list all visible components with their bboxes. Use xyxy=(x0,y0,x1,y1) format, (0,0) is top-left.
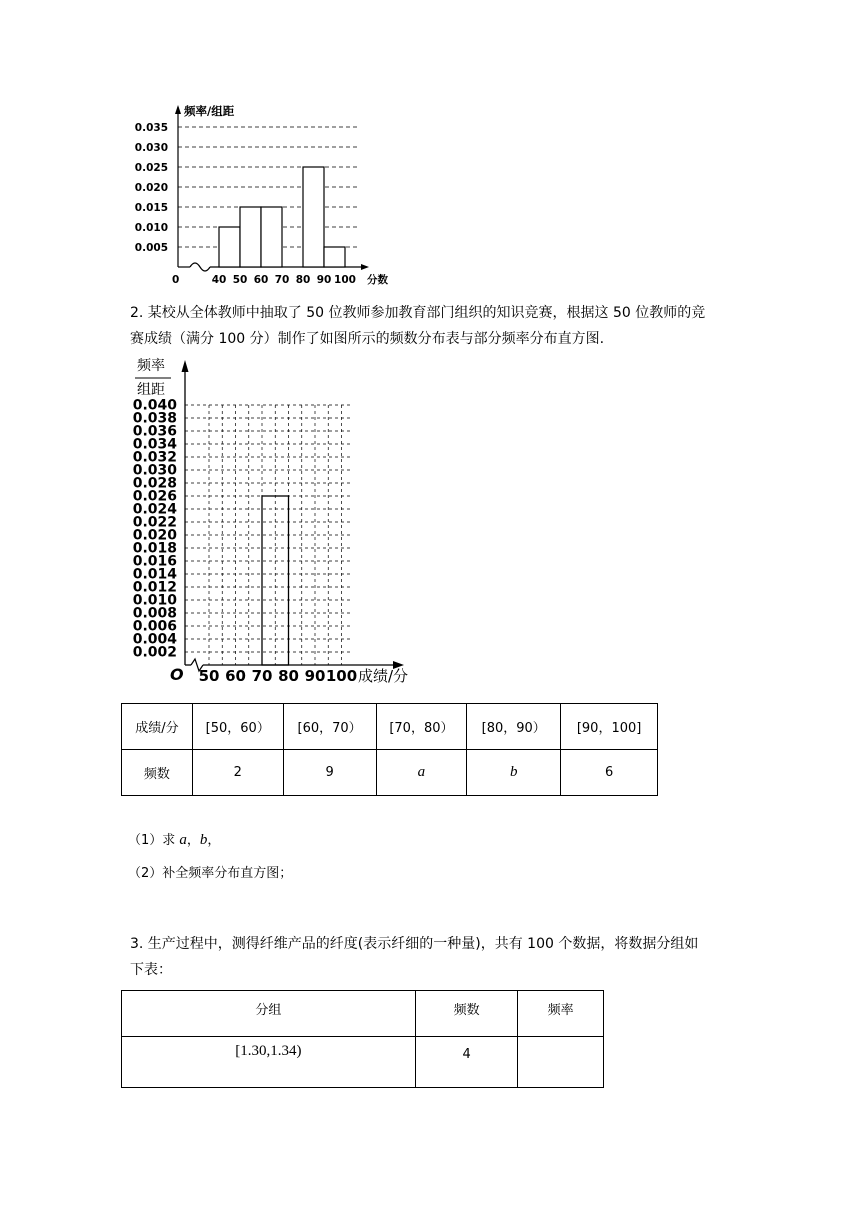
y-tick-label: 0.040 xyxy=(132,397,177,414)
table-cell: 6 xyxy=(561,750,658,796)
x-tick-label: 60 xyxy=(253,274,269,286)
table-cell: [1.30,1.34) xyxy=(122,1037,416,1088)
origin-label: 0 xyxy=(172,274,180,286)
y-tick-label: 0.010 xyxy=(134,222,168,234)
x-tick-label: 70 xyxy=(274,274,290,286)
x-axis-label: 分数 xyxy=(367,274,388,286)
x-tick-label: 40 xyxy=(211,274,227,286)
table-cell xyxy=(518,1037,604,1088)
y-tick-label: 0.002 xyxy=(132,644,177,661)
sub-question-1 xyxy=(128,830,220,851)
y-tick-label: 0.014 xyxy=(132,566,177,583)
separator: ， xyxy=(186,833,200,848)
origin-label: O xyxy=(170,665,184,684)
x-tick-label: 70 xyxy=(251,667,273,685)
y-tick-label: 0.028 xyxy=(132,475,177,492)
table-row xyxy=(122,750,658,796)
question-2-text xyxy=(130,300,740,352)
y-axis-label-bottom: 组距 xyxy=(137,382,165,398)
x-axis-arrow xyxy=(361,264,369,270)
y-axis-label-top: 频率 xyxy=(137,358,165,374)
y-tick-label: 0.020 xyxy=(134,182,168,194)
y-tick-label: 0.026 xyxy=(132,488,177,505)
sub-question-2: （2）补全频率分布直方图； xyxy=(128,866,293,881)
y-tick-label: 0.030 xyxy=(132,462,177,479)
table-row-label: 频数 xyxy=(122,750,193,796)
question-2-line-2: 赛成绩（满分 100 分）制作了如图所示的频数分布表与部分频率分布直方图. xyxy=(130,331,605,347)
x-tick-label: 90 xyxy=(316,274,332,286)
frequency-table-q2 xyxy=(121,703,658,796)
axis-break xyxy=(190,263,210,271)
table-cell: a xyxy=(376,750,467,796)
y-axis-arrow xyxy=(175,105,181,114)
table-cell: 9 xyxy=(283,750,376,796)
sub-question-1-prefix: （1）求 xyxy=(128,833,180,848)
y-axis-label: 频率/组距 xyxy=(184,104,235,118)
y-tick-label: 0.015 xyxy=(134,202,168,214)
y-tick-label: 0.025 xyxy=(134,162,168,174)
x-tick-label: 90 xyxy=(304,667,326,685)
table-cell: 4 xyxy=(415,1037,518,1088)
y-tick-label: 0.005 xyxy=(134,242,168,254)
table-header-cell: [50，60） xyxy=(192,704,283,750)
histogram-bar xyxy=(303,167,324,267)
table-header-cell: 频率 xyxy=(518,991,604,1037)
table-header-row xyxy=(122,704,658,750)
y-tick-label: 0.030 xyxy=(134,142,168,154)
histogram-2 xyxy=(125,350,435,690)
y-tick-label: 0.018 xyxy=(132,540,177,557)
y-tick-label: 0.034 xyxy=(132,436,177,453)
table-cell: b xyxy=(467,750,561,796)
table-header-cell: 分组 xyxy=(122,991,416,1037)
x-tick-label: 80 xyxy=(278,667,299,685)
y-axis-arrow xyxy=(182,360,189,372)
y-tick-label: 0.035 xyxy=(134,122,168,134)
histogram-bar xyxy=(324,247,345,267)
histogram-1 xyxy=(120,95,410,290)
question-3-line-1: 3. 生产过程中，测得纤维产品的纤度(表示纤细的一种量)，共有 100 个数据，将数据分组如 xyxy=(130,936,699,952)
y-tick-label: 0.006 xyxy=(132,618,177,635)
y-tick-label: 0.020 xyxy=(132,527,177,544)
y-tick-label: 0.036 xyxy=(132,423,177,440)
y-tick-label: 0.008 xyxy=(132,605,177,622)
question-3-text xyxy=(130,931,740,983)
histogram-bar xyxy=(240,207,261,267)
y-tick-label: 0.038 xyxy=(132,410,177,427)
table-header-cell: 频数 xyxy=(415,991,518,1037)
question-3-line-2: 下表： xyxy=(130,962,172,978)
y-tick-label: 0.024 xyxy=(132,501,177,518)
table-cell: 2 xyxy=(192,750,283,796)
histogram-bar xyxy=(261,207,282,267)
table-header-cell: [80，90） xyxy=(467,704,561,750)
table-header-cell: 成绩/分 xyxy=(122,704,193,750)
table-header-cell: [90，100] xyxy=(561,704,658,750)
x-tick-label: 80 xyxy=(295,274,311,286)
variable-a: a xyxy=(179,832,187,848)
histogram-bar xyxy=(219,227,240,267)
table-header-cell: [60，70） xyxy=(283,704,376,750)
x-tick-label: 100 xyxy=(334,274,356,286)
variable-b: b xyxy=(199,832,208,848)
table-header-row xyxy=(122,991,604,1037)
y-tick-label: 0.004 xyxy=(132,631,177,648)
x-axis-label: 成绩/分 xyxy=(358,667,409,685)
y-tick-label: 0.016 xyxy=(132,553,177,570)
question-2-line-1: 2. 某校从全体教师中抽取了 50 位教师参加教育部门组织的知识竞赛，根据这 50 位教师的竞 xyxy=(130,305,706,321)
y-tick-label: 0.032 xyxy=(132,449,177,466)
y-tick-label: 0.010 xyxy=(132,592,177,609)
table-header-cell: [70，80） xyxy=(376,704,467,750)
y-tick-label: 0.022 xyxy=(132,514,177,531)
x-tick-label: 100 xyxy=(325,667,358,685)
sub-question-1-suffix: ， xyxy=(207,833,221,848)
x-tick-label: 60 xyxy=(225,667,246,685)
table-row xyxy=(122,1037,604,1088)
x-tick-label: 50 xyxy=(232,274,248,286)
grouping-table-q3 xyxy=(121,990,604,1088)
y-tick-label: 0.012 xyxy=(132,579,177,596)
x-tick-label: 50 xyxy=(198,667,220,685)
